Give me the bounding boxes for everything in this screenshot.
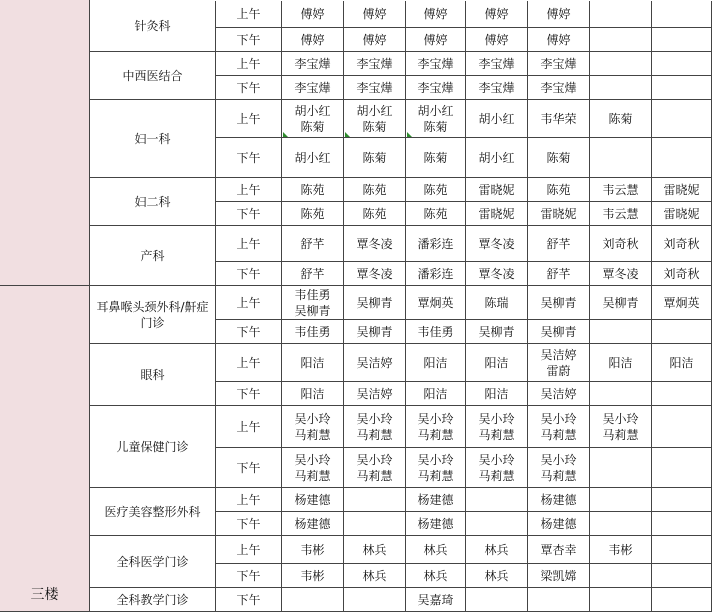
schedule-cell[interactable] bbox=[344, 488, 406, 512]
schedule-cell[interactable]: 胡小红 陈菊 bbox=[344, 100, 406, 138]
schedule-cell[interactable]: 刘奇秋 bbox=[590, 226, 652, 262]
schedule-cell[interactable]: 陈苑 bbox=[528, 178, 590, 202]
schedule-cell[interactable] bbox=[344, 588, 406, 612]
department-name: 儿童保健门诊 bbox=[90, 406, 216, 488]
schedule-cell[interactable]: 吴小玲 马莉慧 bbox=[282, 448, 344, 488]
schedule-cell[interactable]: 陈菊 bbox=[344, 138, 406, 178]
schedule-cell[interactable]: 舒芊 bbox=[528, 262, 590, 286]
comment-marker-icon bbox=[283, 132, 288, 137]
schedule-cell[interactable]: 吴洁婷 bbox=[344, 382, 406, 406]
schedule-cell[interactable]: 陈苑 bbox=[282, 202, 344, 226]
period-label: 上午 bbox=[216, 226, 282, 262]
schedule-cell[interactable]: 覃杏幸 bbox=[528, 536, 590, 564]
schedule-cell[interactable]: 韦华荣 bbox=[528, 100, 590, 138]
schedule-cell[interactable]: 陈菊 bbox=[528, 138, 590, 178]
schedule-cell[interactable] bbox=[590, 28, 652, 52]
schedule-cell[interactable]: 李宝燁 bbox=[344, 52, 406, 76]
period-label: 上午 bbox=[216, 488, 282, 512]
schedule-cell[interactable]: 吴柳青 bbox=[590, 286, 652, 320]
schedule-cell[interactable] bbox=[590, 1, 652, 28]
schedule-cell[interactable]: 舒芊 bbox=[282, 226, 344, 262]
schedule-cell[interactable]: 韦佳勇 bbox=[282, 320, 344, 344]
schedule-cell[interactable]: 陈苑 bbox=[344, 202, 406, 226]
schedule-cell[interactable]: 陈菊 bbox=[590, 100, 652, 138]
schedule-cell[interactable]: 雷晓妮 bbox=[652, 178, 712, 202]
period-label: 下午 bbox=[216, 138, 282, 178]
schedule-cell[interactable]: 陈苑 bbox=[344, 178, 406, 202]
schedule-cell[interactable] bbox=[652, 100, 712, 138]
schedule-cell[interactable]: 吴小玲 马莉慧 bbox=[590, 406, 652, 448]
schedule-cell[interactable]: 吴柳青 bbox=[466, 320, 528, 344]
period-label: 上午 bbox=[216, 178, 282, 202]
schedule-cell[interactable] bbox=[590, 138, 652, 178]
schedule-cell[interactable]: 吴小玲 马莉慧 bbox=[528, 448, 590, 488]
schedule-cell[interactable]: 吴洁婷 bbox=[528, 382, 590, 406]
period-label: 上午 bbox=[216, 100, 282, 138]
schedule-cell[interactable]: 覃冬凌 bbox=[344, 262, 406, 286]
schedule-cell[interactable]: 杨建德 bbox=[406, 512, 466, 536]
schedule-cell[interactable]: 林兵 bbox=[344, 564, 406, 588]
schedule-cell[interactable]: 刘奇秋 bbox=[652, 226, 712, 262]
floor-label bbox=[0, 0, 90, 286]
schedule-cell[interactable] bbox=[590, 512, 652, 536]
schedule-cell[interactable]: 胡小红 bbox=[466, 138, 528, 178]
schedule-cell[interactable] bbox=[282, 588, 344, 612]
schedule-cell[interactable]: 韦佳勇 吴柳青 bbox=[282, 286, 344, 320]
schedule-cell[interactable]: 韦佳勇 bbox=[406, 320, 466, 344]
schedule-cell[interactable]: 傅婷 bbox=[282, 28, 344, 52]
schedule-cell[interactable] bbox=[590, 588, 652, 612]
schedule-cell[interactable]: 刘奇秋 bbox=[652, 262, 712, 286]
schedule-cell[interactable] bbox=[652, 52, 712, 76]
schedule-cell[interactable] bbox=[466, 588, 528, 612]
schedule-cell[interactable]: 李宝燁 bbox=[528, 52, 590, 76]
schedule-cell[interactable]: 傅婷 bbox=[406, 28, 466, 52]
schedule-cell[interactable] bbox=[590, 76, 652, 100]
period-label: 上午 bbox=[216, 1, 282, 28]
schedule-cell[interactable]: 雷晓妮 bbox=[466, 178, 528, 202]
period-label: 下午 bbox=[216, 382, 282, 406]
schedule-cell[interactable] bbox=[590, 564, 652, 588]
schedule-cell[interactable]: 李宝燁 bbox=[466, 52, 528, 76]
schedule-cell[interactable] bbox=[652, 76, 712, 100]
schedule-cell[interactable]: 胡小红 bbox=[282, 138, 344, 178]
department-name: 针灸科 bbox=[90, 1, 216, 52]
schedule-cell[interactable] bbox=[344, 512, 406, 536]
schedule-cell[interactable] bbox=[466, 512, 528, 536]
schedule-cell[interactable] bbox=[652, 536, 712, 564]
schedule-cell[interactable]: 舒芊 bbox=[528, 226, 590, 262]
schedule-cell[interactable]: 阳洁 bbox=[590, 344, 652, 382]
schedule-cell[interactable] bbox=[652, 138, 712, 178]
schedule-cell[interactable]: 吴柳青 bbox=[344, 286, 406, 320]
schedule-cell[interactable] bbox=[652, 382, 712, 406]
period-label: 下午 bbox=[216, 202, 282, 226]
schedule-cell[interactable]: 傅婷 bbox=[466, 1, 528, 28]
schedule-cell[interactable]: 雷晓妮 bbox=[528, 202, 590, 226]
schedule-cell[interactable] bbox=[590, 52, 652, 76]
schedule-cell[interactable]: 吴小玲 马莉慧 bbox=[406, 406, 466, 448]
schedule-cell[interactable]: 韦彬 bbox=[282, 536, 344, 564]
schedule-cell[interactable]: 胡小红 bbox=[466, 100, 528, 138]
schedule-cell[interactable] bbox=[590, 382, 652, 406]
schedule-cell[interactable]: 李宝燁 bbox=[282, 76, 344, 100]
schedule-cell[interactable]: 林兵 bbox=[406, 564, 466, 588]
schedule-cell[interactable]: 杨建德 bbox=[282, 512, 344, 536]
schedule-cell[interactable]: 李宝燁 bbox=[406, 52, 466, 76]
schedule-cell[interactable]: 杨建德 bbox=[406, 488, 466, 512]
schedule-cell[interactable]: 李宝燁 bbox=[528, 76, 590, 100]
schedule-cell[interactable]: 吴柳青 bbox=[528, 320, 590, 344]
schedule-cell[interactable]: 吴小玲 马莉慧 bbox=[282, 406, 344, 448]
period-label: 下午 bbox=[216, 448, 282, 488]
schedule-cell[interactable]: 傅婷 bbox=[528, 1, 590, 28]
department-name: 医疗美容整形外科 bbox=[90, 488, 216, 536]
schedule-cell[interactable]: 吴小玲 马莉慧 bbox=[406, 448, 466, 488]
schedule-cell[interactable]: 韦彬 bbox=[590, 536, 652, 564]
schedule-cell[interactable]: 吴洁婷 bbox=[344, 344, 406, 382]
period-label: 下午 bbox=[216, 320, 282, 344]
department-name: 全科医学门诊 bbox=[90, 536, 216, 588]
department-name: 产科 bbox=[90, 226, 216, 286]
schedule-cell[interactable]: 陈苑 bbox=[406, 178, 466, 202]
schedule-cell[interactable]: 吴小玲 马莉慧 bbox=[528, 406, 590, 448]
schedule-cell[interactable]: 潘彩连 bbox=[406, 226, 466, 262]
schedule-cell[interactable] bbox=[652, 448, 712, 488]
schedule-cell[interactable]: 傅婷 bbox=[406, 1, 466, 28]
schedule-cell[interactable]: 韦云慧 bbox=[590, 178, 652, 202]
schedule-cell[interactable]: 吴嘉琦 bbox=[406, 588, 466, 612]
comment-marker-icon bbox=[407, 132, 412, 137]
schedule-cell[interactable]: 韦彬 bbox=[282, 564, 344, 588]
schedule-cell[interactable]: 陈苑 bbox=[282, 178, 344, 202]
schedule-cell[interactable]: 林兵 bbox=[406, 536, 466, 564]
schedule-cell[interactable] bbox=[652, 1, 712, 28]
period-label: 上午 bbox=[216, 344, 282, 382]
schedule-cell[interactable] bbox=[652, 564, 712, 588]
schedule-cell[interactable]: 阳洁 bbox=[406, 344, 466, 382]
schedule-cell[interactable]: 杨建德 bbox=[282, 488, 344, 512]
period-label: 上午 bbox=[216, 286, 282, 320]
schedule-cell[interactable]: 覃冬凌 bbox=[466, 226, 528, 262]
schedule-cell[interactable]: 林兵 bbox=[466, 564, 528, 588]
schedule-cell[interactable]: 阳洁 bbox=[282, 382, 344, 406]
schedule-cell[interactable] bbox=[652, 28, 712, 52]
schedule-cell[interactable]: 阳洁 bbox=[652, 344, 712, 382]
schedule-cell[interactable]: 阳洁 bbox=[406, 382, 466, 406]
schedule-cell[interactable]: 覃冬凌 bbox=[466, 262, 528, 286]
schedule-cell[interactable] bbox=[528, 588, 590, 612]
department-name: 妇二科 bbox=[90, 178, 216, 226]
schedule-cell[interactable]: 傅婷 bbox=[344, 28, 406, 52]
department-name: 耳鼻喉头颈外科/鼾症 门诊 bbox=[90, 286, 216, 344]
schedule-cell[interactable]: 李宝燁 bbox=[466, 76, 528, 100]
schedule-cell[interactable] bbox=[590, 320, 652, 344]
comment-marker-icon bbox=[345, 132, 350, 137]
schedule-cell[interactable]: 吴柳青 bbox=[344, 320, 406, 344]
schedule-cell[interactable]: 陈瑞 bbox=[466, 286, 528, 320]
schedule-cell[interactable]: 覃炯英 bbox=[652, 286, 712, 320]
schedule-cell[interactable] bbox=[590, 488, 652, 512]
period-label: 下午 bbox=[216, 588, 282, 612]
schedule-cell[interactable]: 傅婷 bbox=[282, 1, 344, 28]
schedule-cell[interactable]: 李宝燁 bbox=[406, 76, 466, 100]
schedule-cell[interactable]: 舒芊 bbox=[282, 262, 344, 286]
schedule-cell[interactable]: 韦云慧 bbox=[590, 202, 652, 226]
schedule-cell[interactable]: 胡小红 陈菊 bbox=[282, 100, 344, 138]
schedule-cell[interactable] bbox=[652, 512, 712, 536]
schedule-cell[interactable]: 覃冬凌 bbox=[590, 262, 652, 286]
schedule-cell[interactable]: 吴洁婷 雷蔚 bbox=[528, 344, 590, 382]
schedule-cell[interactable] bbox=[652, 320, 712, 344]
period-label: 上午 bbox=[216, 52, 282, 76]
period-label: 上午 bbox=[216, 536, 282, 564]
schedule-cell[interactable]: 傅婷 bbox=[528, 28, 590, 52]
schedule-cell[interactable]: 吴小玲 马莉慧 bbox=[344, 448, 406, 488]
schedule-cell[interactable]: 杨建德 bbox=[528, 512, 590, 536]
schedule-cell[interactable]: 阳洁 bbox=[282, 344, 344, 382]
schedule-cell[interactable]: 李宝燁 bbox=[282, 52, 344, 76]
period-label: 下午 bbox=[216, 28, 282, 52]
schedule-cell[interactable]: 雷晓妮 bbox=[652, 202, 712, 226]
schedule-cell[interactable]: 覃炯英 bbox=[406, 286, 466, 320]
schedule-cell[interactable]: 陈苑 bbox=[406, 202, 466, 226]
schedule-cell[interactable]: 阳洁 bbox=[466, 382, 528, 406]
schedule-cell[interactable] bbox=[652, 488, 712, 512]
schedule-cell[interactable] bbox=[652, 588, 712, 612]
schedule-cell[interactable]: 吴柳青 bbox=[528, 286, 590, 320]
schedule-cell[interactable]: 潘彩连 bbox=[406, 262, 466, 286]
department-name: 全科教学门诊 bbox=[90, 588, 216, 612]
period-label: 下午 bbox=[216, 262, 282, 286]
floor-label: 三楼 bbox=[0, 286, 90, 612]
period-label: 下午 bbox=[216, 76, 282, 100]
schedule-cell[interactable]: 梁凯嫦 bbox=[528, 564, 590, 588]
schedule-cell[interactable]: 林兵 bbox=[466, 536, 528, 564]
period-label: 下午 bbox=[216, 512, 282, 536]
schedule-cell[interactable] bbox=[590, 448, 652, 488]
department-name: 妇一科 bbox=[90, 100, 216, 178]
schedule-cell[interactable]: 吴小玲 马莉慧 bbox=[344, 406, 406, 448]
period-label: 上午 bbox=[216, 406, 282, 448]
schedule-cell[interactable]: 吴小玲 马莉慧 bbox=[466, 448, 528, 488]
schedule-cell[interactable]: 李宝燁 bbox=[344, 76, 406, 100]
schedule-cell[interactable]: 雷晓妮 bbox=[466, 202, 528, 226]
schedule-cell[interactable] bbox=[652, 406, 712, 448]
department-name: 中西医结合 bbox=[90, 52, 216, 100]
schedule-cell[interactable]: 陈菊 bbox=[406, 138, 466, 178]
schedule-cell[interactable]: 胡小红 陈菊 bbox=[406, 100, 466, 138]
period-label: 下午 bbox=[216, 564, 282, 588]
schedule-cell[interactable]: 吴小玲 马莉慧 bbox=[466, 406, 528, 448]
schedule-cell[interactable]: 覃冬凌 bbox=[344, 226, 406, 262]
schedule-cell[interactable]: 阳洁 bbox=[466, 344, 528, 382]
department-name: 眼科 bbox=[90, 344, 216, 406]
schedule-cell[interactable]: 傅婷 bbox=[466, 28, 528, 52]
schedule-cell[interactable] bbox=[466, 488, 528, 512]
schedule-cell[interactable]: 林兵 bbox=[344, 536, 406, 564]
schedule-cell[interactable]: 傅婷 bbox=[344, 1, 406, 28]
schedule-cell[interactable]: 杨建德 bbox=[528, 488, 590, 512]
